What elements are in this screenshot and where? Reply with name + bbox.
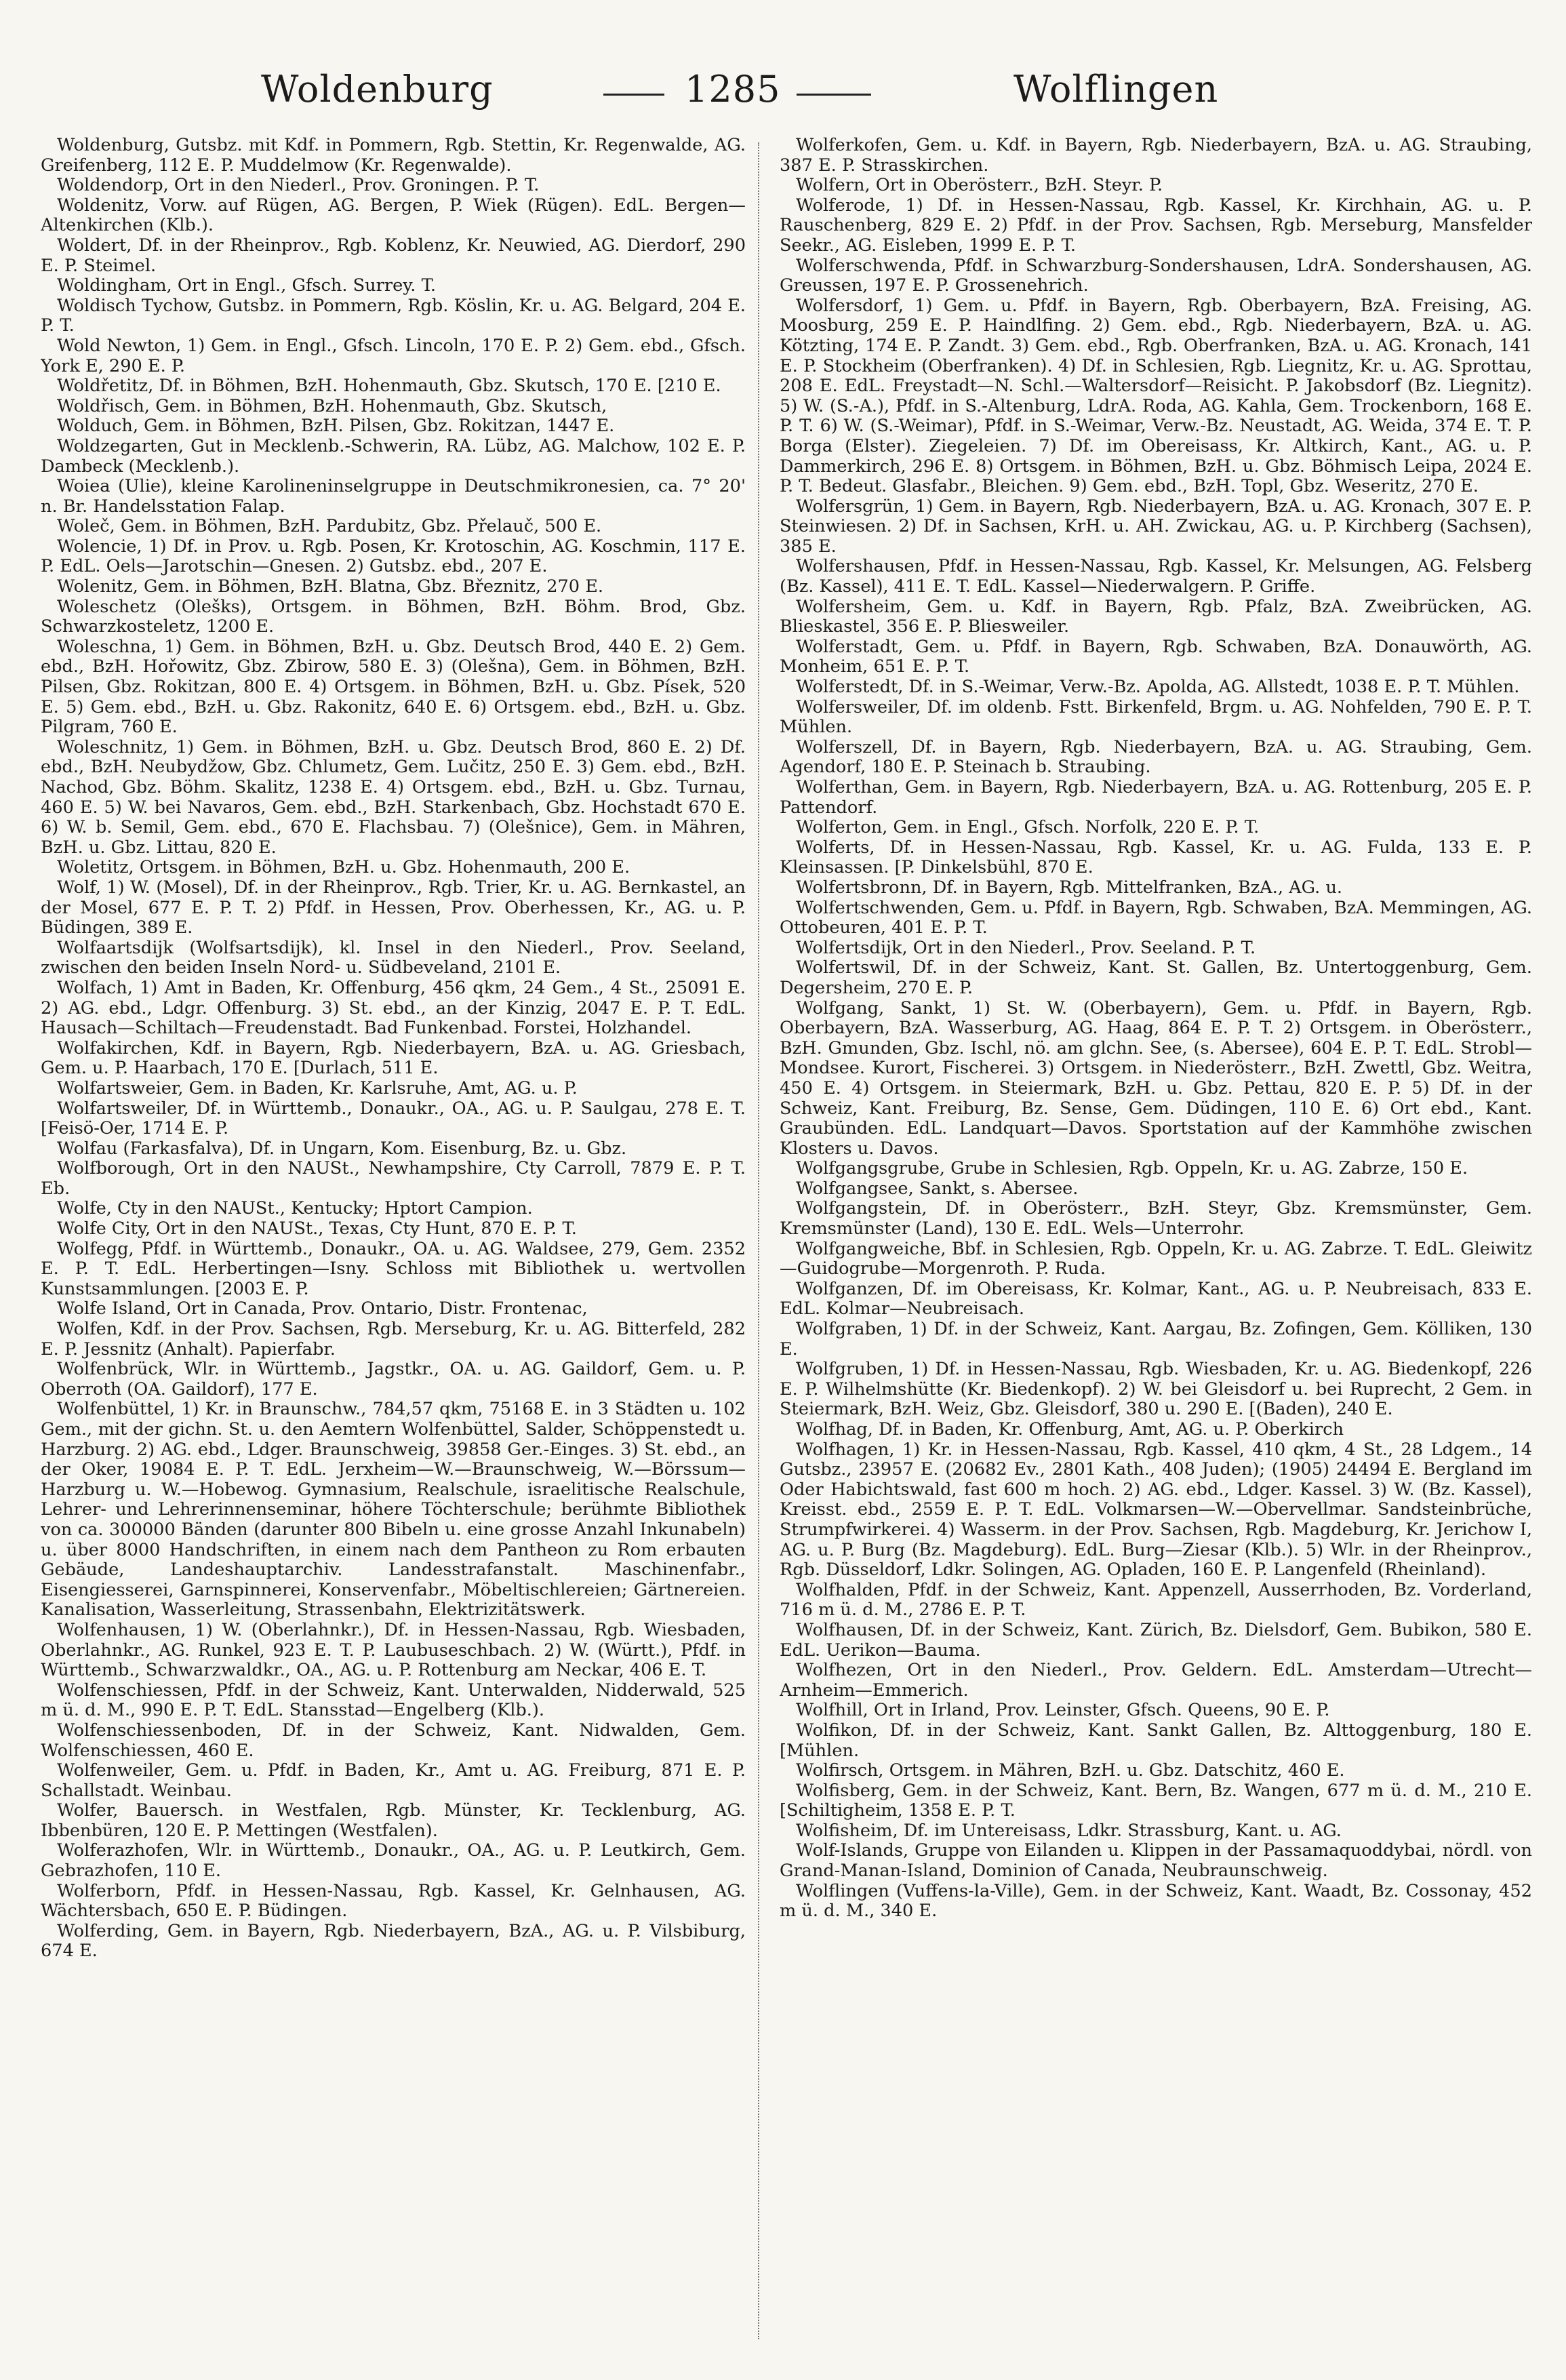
gazetteer-entry: Wolfer, Bauersch. in Westfalen, Rgb. Münster, Kr. Tecklenburg, AG. Ibbenbüren, 120 E. P. Mettingen (Westfalen).	[41, 1800, 746, 1841]
gazetteer-entry: Wolfenschiessenboden, Df. in der Schweiz, Kant. Nidwalden, Gem. Wolfenschiessen, 460 E.	[41, 1720, 746, 1761]
gazetteer-entry: Woleschnitz, 1) Gem. in Böhmen, BzH. u. Gbz. Deutsch Brod, 860 E. 2) Df. ebd., BzH. Neubydžow, Gbz. Chlumetz, Gem. Lučitz, 250 E. 3) Gem. ebd., BzH. Nachod, Gbz. Böhm. Skalitz, 1238 E. 4) Ortsgem. ebd., BzH. u. Gbz. Turnau, 460 E. 5) W. bei Navaros, Gem. ebd., BzH. Starkenbach, Gbz. Hochstadt 670 E. 6) W. b. Semil, Gem. ebd., 670 E. Flachsbau. 7) (Olešnice), Gem. in Mähren, BzH. u. Gbz. Littau, 820 E.	[41, 736, 746, 858]
gazetteer-entry: Wolflingen (Vuffens-la-Ville), Gem. in der Schweiz, Kant. Waadt, Bz. Cossonay, 452 m ü. d. M., 340 E.	[780, 1880, 1532, 1922]
gazetteer-entry: Wolfersdorf, 1) Gem. u. Pfdf. in Bayern, Rgb. Oberbayern, BzA. Freising, AG. Moosburg, 259 E. P. Haindlfing. 2) Gem. ebd., Rgb. Niederbayern, BzA. u. AG. Kötzting, 174 E. P. Zandt. 3) Gem. ebd., Rgb. Oberfranken, BzA. u. AG. Kronach, 141 E. P. Stockheim (Oberfranken). 4) Df. in Schlesien, Rgb. Liegnitz, Kr. u. AG. Sprottau, 208 E. EdL. Freystadt—N. Schl.—Waltersdorf—Reisicht. P. Jakobsdorf (Bz. Liegnitz). 5) W. (S.-A.), Pfdf. in S.-Altenburg, LdrA. Roda, AG. Kahla, Gem. Trockenborn, 168 E. P. T. 6) W. (S.-Weimar), Pfdf. in S.-Weimar, Verw.-Bz. Neustadt, AG. Weida, 374 E. T. P. Borga (Elster). Ziegeleien. 7) Df. im Obereisass, Kr. Altkirch, Kant., AG. u. P. Dammerkirch, 296 E. 8) Ortsgem. in Böhmen, BzH. u. Gbz. Böhmisch Leipa, 2024 E. P. T. Bedeut. Glasfabr., Bleichen. 9) Gem. ebd., BzH. Topl, Gbz. Weseritz, 270 E.	[780, 295, 1532, 497]
gazetteer-entry: Wolfersweiler, Df. im oldenb. Fstt. Birkenfeld, Brgm. u. AG. Nohfelden, 790 E. P. T. Mühlen.	[780, 696, 1532, 738]
gazetteer-entry: Wolfe City, Ort in den NAUSt., Texas, Cty Hunt, 870 E. P. T.	[57, 1218, 577, 1239]
gazetteer-entry: Woldřetitz, Df. in Böhmen, BzH. Hohenmauth, Gbz. Skutsch, 170 E. [210 E.	[57, 376, 721, 397]
header-dash-left	[603, 94, 664, 96]
gazetteer-entry: Woldenitz, Vorw. auf Rügen, AG. Bergen, P. Wiek (Rügen). EdL. Bergen—Altenkirchen (Klb.).	[41, 195, 746, 236]
gazetteer-entry: Wolfegg, Pfdf. in Württemb., Donaukr., OA. u. AG. Waldsee, 279, Gem. 2352 E. P. T. EdL. Herbertingen—Isny. Schloss mit Bibliothek u. wertvollen Kunstsammlungen. [2003 E. P.	[41, 1238, 746, 1299]
gazetteer-entry: Wolfgangsee, Sankt, s. Abersee.	[796, 1178, 1079, 1199]
gazetteer-entry: Wolfenschiessen, Pfdf. in der Schweiz, Kant. Unterwalden, Nidderwald, 525 m ü. d. M., 990 E. P. T. EdL. Stansstad—Engelberg (Klb.).	[41, 1680, 746, 1721]
gazetteer-entry: Wolf-Islands, Gruppe von Eilanden u. Klippen in der Passamaquoddybai, nördl. von Grand-Manan-Island, Dominion of Canada, Neubraunschweig.	[780, 1840, 1532, 1882]
gazetteer-entry: Wolfborough, Ort in den NAUSt., Newhampshire, Cty Carroll, 7879 E. P. T. Eb.	[41, 1158, 746, 1199]
gazetteer-entry: Wolferts, Df. in Hessen-Nassau, Rgb. Kassel, Kr. u. AG. Fulda, 133 E. P. Kleinsassen. [P. Dinkelsbühl, 870 E.	[780, 837, 1532, 878]
gazetteer-entry: Woldingham, Ort in Engl., Gfsch. Surrey. T.	[57, 275, 437, 296]
gazetteer-entry: Wolfertswil, Df. in der Schweiz, Kant. St. Gallen, Bz. Untertoggenburg, Gem. Degersheim, 270 E. P.	[780, 957, 1532, 998]
gazetteer-entry: Wolferding, Gem. in Bayern, Rgb. Niederbayern, BzA., AG. u. P. Vilsbiburg, 674 E.	[41, 1920, 746, 1962]
gazetteer-entry: Wolfach, 1) Amt in Baden, Kr. Offenburg, 456 qkm, 24 Gem., 4 St., 25091 E. 2) AG. ebd., Ldgr. Offenburg. 3) St. ebd., an der Kinzig, 2047 E. P. T. EdL. Hausach—Schiltach—Freudenstadt. Bad Funkenbad. Forstei, Holzhandel.	[41, 977, 746, 1039]
gazetteer-entry: Wolfenweiler, Gem. u. Pfdf. in Baden, Kr., Amt u. AG. Freiburg, 871 E. P. Schallstadt. Weinbau.	[41, 1760, 746, 1801]
gazetteer-entry: Wolferszell, Df. in Bayern, Rgb. Niederbayern, BzA. u. AG. Straubing, Gem. Agendorf, 180 E. P. Steinach b. Straubing.	[780, 736, 1532, 778]
header-first-entry: Woldenburg	[261, 68, 494, 111]
gazetteer-entry: Woldert, Df. in der Rheinprov., Rgb. Koblenz, Kr. Neuwied, AG. Dierdorf, 290 E. P. Steimel.	[41, 235, 746, 276]
gazetteer-entry: Wolfikon, Df. in der Schweiz, Kant. Sankt Gallen, Bz. Alttoggenburg, 180 E. [Mühlen.	[780, 1720, 1532, 1761]
gazetteer-entry: Wolferton, Gem. in Engl., Gfsch. Norfolk, 220 E. P. T.	[796, 817, 1260, 838]
gazetteer-entry: Wolfaartsdijk (Wolfsartsdijk), kl. Insel in den Niederl., Prov. Seeland, zwischen den beiden Inseln Nord- u. Südbeveland, 2101 E.	[41, 937, 746, 978]
gazetteer-entry: Wolenitz, Gem. in Böhmen, BzH. Blatna, Gbz. Březnitz, 270 E.	[57, 576, 604, 597]
gazetteer-entry: Wolfgraben, 1) Df. in der Schweiz, Kant. Aargau, Bz. Zofingen, Gem. Kölliken, 130 E.	[780, 1319, 1532, 1360]
gazetteer-entry: Wolfau (Farkasfalva), Df. in Ungarn, Kom. Eisenburg, Bz. u. Gbz.	[57, 1138, 627, 1159]
gazetteer-entry: Wolfertschwenden, Gem. u. Pfdf. in Bayern, Rgb. Schwaben, BzA. Memmingen, AG. Ottobeuren, 401 E. P. T.	[780, 897, 1532, 938]
gazetteer-entry: Wolfen, Kdf. in der Prov. Sachsen, Rgb. Merseburg, Kr. u. AG. Bitterfeld, 282 E. P. Jessnitz (Anhalt). Papierfabr.	[41, 1319, 746, 1360]
gazetteer-entry: Wolfershausen, Pfdf. in Hessen-Nassau, Rgb. Kassel, Kr. Melsungen, AG. Felsberg (Bz. Kassel), 411 E. T. EdL. Kassel—Niederwalgern. P. Griffe.	[780, 556, 1532, 597]
gazetteer-entry: Wolferthan, Gem. in Bayern, Rgb. Niederbayern, BzA. u. AG. Rottenburg, 205 E. P. Pattendorf.	[780, 777, 1532, 818]
gazetteer-entry: Wolfe, Cty in den NAUSt., Kentucky; Hptort Campion.	[57, 1198, 533, 1219]
gazetteer-entry: Wolencie, 1) Df. in Prov. u. Rgb. Posen, Kr. Krotoschin, AG. Koschmin, 117 E. P. EdL. Oels—Jarotschin—Gnesen. 2) Gutsbz. ebd., 207 E.	[41, 536, 746, 577]
gazetteer-entry: Woleschna, 1) Gem. in Böhmen, BzH. u. Gbz. Deutsch Brod, 440 E. 2) Gem. ebd., BzH. Hořowitz, Gbz. Zbirow, 580 E. 3) (Olešna), Gem. in Böhmen, BzH. Pilsen, Gbz. Rokitzan, 800 E. 4) Ortsgem. in Böhmen, BzH. u. Gbz. Písek, 520 E. 5) Gem. ebd., BzH. u. Gbz. Rakonitz, 640 E. 6) Ortsgem. ebd., BzH. u. Gbz. Pilgram, 760 E.	[41, 636, 746, 738]
gazetteer-entry: Wolferkofen, Gem. u. Kdf. in Bayern, Rgb. Niederbayern, BzA. u. AG. Straubing, 387 E. P. Strasskirchen.	[780, 136, 1532, 176]
gazetteer-entry: Wolfenhausen, 1) W. (Oberlahnkr.), Df. in Hessen-Nassau, Rgb. Wiesbaden, Oberlahnkr., AG. Runkel, 923 E. T. P. Laubuseschbach. 2) W. (Württ.), Pfdf. in Württemb., Schwarzwaldkr., OA., AG. u. P. Rottenburg am Neckar, 406 E. T.	[41, 1619, 746, 1681]
gazetteer-entry: Wolfgangstein, Df. in Oberösterr., BzH. Steyr, Gbz. Kremsmünster, Gem. Kremsmünster (Land), 130 E. EdL. Wels—Unterrohr.	[780, 1198, 1532, 1239]
gazetteer-entry: Wolferborn, Pfdf. in Hessen-Nassau, Rgb. Kassel, Kr. Gelnhausen, AG. Wächtersbach, 650 E. P. Büdingen.	[41, 1880, 746, 1922]
gazetteer-entry: Wolfhag, Df. in Baden, Kr. Offenburg, Amt, AG. u. P. Oberkirch	[796, 1419, 1344, 1440]
gazetteer-entry: Wold Newton, 1) Gem. in Engl., Gfsch. Lincoln, 170 E. P. 2) Gem. ebd., Gfsch. York E, 290 E. P.	[41, 335, 746, 376]
gazetteer-entry: Woletitz, Ortsgem. in Böhmen, BzH. u. Gbz. Hohenmauth, 200 E.	[57, 857, 630, 878]
gazetteer-entry: Wolfirsch, Ortsgem. in Mähren, BzH. u. Gbz. Datschitz, 460 E.	[796, 1760, 1345, 1781]
gazetteer-entry: Wolferode, 1) Df. in Hessen-Nassau, Rgb. Kassel, Kr. Kirchhain, AG. u. P. Rauschenberg, 829 E. 2) Pfdf. in der Prov. Sachsen, Rgb. Merseburg, Mansfelder Seekr., AG. Eisleben, 1999 E. P. T.	[780, 195, 1532, 256]
gazetteer-entry: Wolfganzen, Df. im Obereisass, Kr. Kolmar, Kant., AG. u. P. Neubreisach, 833 E. EdL. Kolmar—Neubreisach.	[780, 1278, 1532, 1320]
gazetteer-entry: Woleschetz (Olešks), Ortsgem. in Böhmen, BzH. Böhm. Brod, Gbz. Schwarzkosteletz, 1200 E.	[41, 596, 746, 637]
gazetteer-entry: Wolfe Island, Ort in Canada, Prov. Ontario, Distr. Frontenac,	[57, 1298, 588, 1320]
gazetteer-entry: Wolf, 1) W. (Mosel), Df. in der Rheinprov., Rgb. Trier, Kr. u. AG. Bernkastel, an der Mosel, 677 E. P. T. 2) Pfdf. in Hessen, Prov. Oberhessen, Kr., AG. u. P. Büdingen, 389 E.	[41, 877, 746, 938]
gazetteer-entry: Wolfartsweiler, Df. in Württemb., Donaukr., OA., AG. u. P. Saulgau, 278 E. T. [Feisö-Oer, 1714 E. P.	[41, 1098, 746, 1139]
gazetteer-entry: Wolfgangsgrube, Grube in Schlesien, Rgb. Oppeln, Kr. u. AG. Zabrze, 150 E.	[796, 1158, 1468, 1179]
gazetteer-entry: Wolferazhofen, Wlr. in Württemb., Donaukr., OA., AG. u. P. Leutkirch, Gem. Gebrazhofen, 110 E.	[41, 1840, 746, 1882]
gazetteer-entry: Woldisch Tychow, Gutsbz. in Pommern, Rgb. Köslin, Kr. u. AG. Belgard, 204 E. P. T.	[41, 295, 746, 336]
gazetteer-entry: Wolfenbrück, Wlr. in Württemb., Jagstkr., OA. u. AG. Gaildorf, Gem. u. P. Oberroth (OA. Gaildorf), 177 E.	[41, 1359, 746, 1400]
gazetteer-entry: Wolfern, Ort in Oberösterr., BzH. Steyr. P.	[796, 175, 1163, 196]
header-last-entry: Wolflingen	[1013, 68, 1219, 111]
gazetteer-entry: Woleč, Gem. in Böhmen, BzH. Pardubitz, Gbz. Přelauč, 500 E.	[57, 516, 602, 537]
page-number: 1285	[685, 68, 781, 111]
gazetteer-entry: Wolfgruben, 1) Df. in Hessen-Nassau, Rgb. Wiesbaden, Kr. u. AG. Biedenkopf, 226 E. P. Wilhelmshütte (Kr. Biedenkopf). 2) W. bei Gleisdorf u. bei Ruprecht, 2 Gem. in Steiermark, BzH. Weiz, Gbz. Gleisdorf, 380 u. 290 E. [(Baden), 240 E.	[780, 1359, 1532, 1420]
column-separator	[758, 142, 759, 2339]
gazetteer-entry: Wolfgangweiche, Bbf. in Schlesien, Rgb. Oppeln, Kr. u. AG. Zabrze. T. EdL. Gleiwitz—Guidogrube—Morgenroth. P. Ruda.	[780, 1238, 1532, 1280]
running-header	[0, 54, 1566, 115]
gazetteer-entry: Wolduch, Gem. in Böhmen, BzH. Pilsen, Gbz. Rokitzan, 1447 E.	[57, 416, 615, 437]
gazetteer-entry: Wolfhezen, Ort in den Niederl., Prov. Geldern. EdL. Amsterdam—Utrecht—Arnheim—Emmerich.	[780, 1660, 1532, 1701]
gazetteer-entry: Wolfhausen, Df. in der Schweiz, Kant. Zürich, Bz. Dielsdorf, Gem. Bubikon, 580 E. EdL. Uerikon—Bauma.	[780, 1619, 1532, 1661]
left-column	[41, 136, 746, 2366]
gazetteer-entry: Wolfhalden, Pfdf. in der Schweiz, Kant. Appenzell, Ausserrhoden, Bz. Vorderland, 716 m ü. d. M., 2786 E. P. T.	[780, 1579, 1532, 1621]
right-column	[780, 136, 1532, 2366]
gazetteer-entry: Wolfisberg, Gem. in der Schweiz, Kant. Bern, Bz. Wangen, 677 m ü. d. M., 210 E. [Schiltigheim, 1358 E. P. T.	[780, 1780, 1532, 1821]
header-dash-right	[797, 94, 871, 96]
gazetteer-entry: Woldendorp, Ort in den Niederl., Prov. Groningen. P. T.	[57, 175, 540, 196]
gazetteer-entry: Wolfersheim, Gem. u. Kdf. in Bayern, Rgb. Pfalz, BzA. Zweibrücken, AG. Blieskastel, 356 E. P. Bliesweiler.	[780, 596, 1532, 637]
gazetteer-entry: Wolfartsweier, Gem. in Baden, Kr. Karlsruhe, Amt, AG. u. P.	[57, 1077, 578, 1098]
gazetteer-entry: Wolferschwenda, Pfdf. in Schwarzburg-Sondershausen, LdrA. Sondershausen, AG. Greussen, 197 E. P. Grossenehrich.	[780, 255, 1532, 296]
gazetteer-entry: Wolferstadt, Gem. u. Pfdf. in Bayern, Rgb. Schwaben, BzA. Donauwörth, AG. Monheim, 651 E. P. T.	[780, 636, 1532, 677]
gazetteer-entry: Wolfakirchen, Kdf. in Bayern, Rgb. Niederbayern, BzA. u. AG. Griesbach, Gem. u. P. Haarbach, 170 E. [Durlach, 511 E.	[41, 1037, 746, 1079]
gazetteer-entry: Wolfhagen, 1) Kr. in Hessen-Nassau, Rgb. Kassel, 410 qkm, 4 St., 28 Ldgem., 14 Gutsbz., 23957 E. (20682 Ev., 2801 Kath., 408 Juden); (1905) 24494 E. Bergland im Oder Habichtswald, fast 600 m hoch. 2) AG. ebd., Ldger. Kassel. 3) W. (Bz. Kassel), Kreisst. ebd., 2559 E. P. T. EdL. Volkmarsen—W.—Obervellmar. Sandsteinbrüche, Strumpfwirkerei. 4) Wasserm. in der Prov. Sachsen, Rgb. Magdeburg, Kr. Jerichow I, AG. u. P. Burg (Bz. Magdeburg). EdL. Burg—Ziesar (Klb.). 5) Wlr. in der Rheinprov., Rgb. Düsseldorf, Ldkr. Solingen, AG. Opladen, 160 E. P. Langenfeld (Rheinland).	[780, 1439, 1532, 1581]
gazetteer-entry: Wolferstedt, Df. in S.-Weimar, Verw.-Bz. Apolda, AG. Allstedt, 1038 E. P. T. Mühlen.	[796, 677, 1520, 698]
gazetteer-entry: Wolfertsdijk, Ort in den Niederl., Prov. Seeland. P. T.	[796, 937, 1256, 958]
gazetteer-entry: Wolfersgrün, 1) Gem. in Bayern, Rgb. Niederbayern, BzA. u. AG. Kronach, 307 E. P. Steinwiesen. 2) Df. in Sachsen, KrH. u. AH. Zwickau, AG. u. P. Kirchberg (Sachsen), 385 E.	[780, 496, 1532, 557]
gazetteer-entry: Woldenburg, Gutsbz. mit Kdf. in Pommern, Rgb. Stettin, Kr. Regenwalde, AG. Greifenberg, 112 E. P. Muddelmow (Kr. Regenwalde).	[41, 136, 746, 176]
gazetteer-entry: Woldřisch, Gem. in Böhmen, BzH. Hohenmauth, Gbz. Skutsch,	[57, 395, 607, 416]
gazetteer-entry: Wolfisheim, Df. im Untereisass, Ldkr. Strassburg, Kant. u. AG.	[796, 1820, 1342, 1841]
gazetteer-entry: Wolfgang, Sankt, 1) St. W. (Oberbayern), Gem. u. Pfdf. in Bayern, Rgb. Oberbayern, BzA. Wasserburg, AG. Haag, 864 E. P. T. 2) Ortsgem. in Oberösterr., BzH. Gmunden, Gbz. Ischl, nö. am glchn. See, (s. Abersee), 604 E. P. T. EdL. Strobl—Mondsee. Kurort, Fischerei. 3) Ortsgem. in Niederösterr., BzH. Zwettl, Gbz. Weitra, 450 E. 4) Ortsgem. in Steiermark, BzH. u. Gbz. Pettau, 820 E. P. 5) Df. in der Schweiz, Kant. Freiburg, Bz. Sense, Gem. Düdingen, 110 E. 6) Ort ebd., Kant. Graubünden. EdL. Landquart—Davos. Sportstation auf der Kammhöhe zwischen Klosters u. Davos.	[780, 997, 1532, 1159]
gazetteer-entry: Wolfenbüttel, 1) Kr. in Braunschw., 784,57 qkm, 75168 E. in 3 Städten u. 102 Gem., mit der gichn. St. u. den Aemtern Wolfenbüttel, Salder, Schöppenstedt u. Harzburg. 2) AG. ebd., Ldger. Braunschweig, 39858 Ger.-Einges. 3) St. ebd., an der Oker, 19084 E. P. T. EdL. Jerxheim—W.—Braunschweig, W.—Börssum—Harzburg u. W.—Hobewog. Gymnasium, Realschule, israelitische Realschule, Lehrer- und Lehrerinnenseminar, höhere Töchterschule; berühmte Bibliothek von ca. 300000 Bänden (darunter 800 Bibeln u. eine grosse Anzahl Inkunabeln) u. über 8000 Handschriften, in einem nach dem Pantheon zu Rom erbauten Gebäude, Landeshauptarchiv. Landesstrafanstalt. Maschinenfabr., Eisengiesserei, Garnspinnerei, Konservenfabr., Möbeltischlereien; Gärtnereien. Kanalisation, Wasserleitung, Strassenbahn, Elektrizitätswerk.	[41, 1399, 746, 1621]
gazetteer-entry: Wolfertsbronn, Df. in Bayern, Rgb. Mittelfranken, BzA., AG. u.	[796, 877, 1343, 898]
gazetteer-entry: Woiea (Ulie), kleine Karolineninselgruppe in Deutschmikronesien, ca. 7° 20' n. Br. Handelsstation Falap.	[41, 476, 746, 517]
gazetteer-entry: Wolfhill, Ort in Irland, Prov. Leinster, Gfsch. Queens, 90 E. P.	[796, 1700, 1330, 1721]
gazetteer-entry: Woldzegarten, Gut in Mecklenb.-Schwerin, RA. Lübz, AG. Malchow, 102 E. P. Dambeck (Mecklenb.).	[41, 435, 746, 477]
